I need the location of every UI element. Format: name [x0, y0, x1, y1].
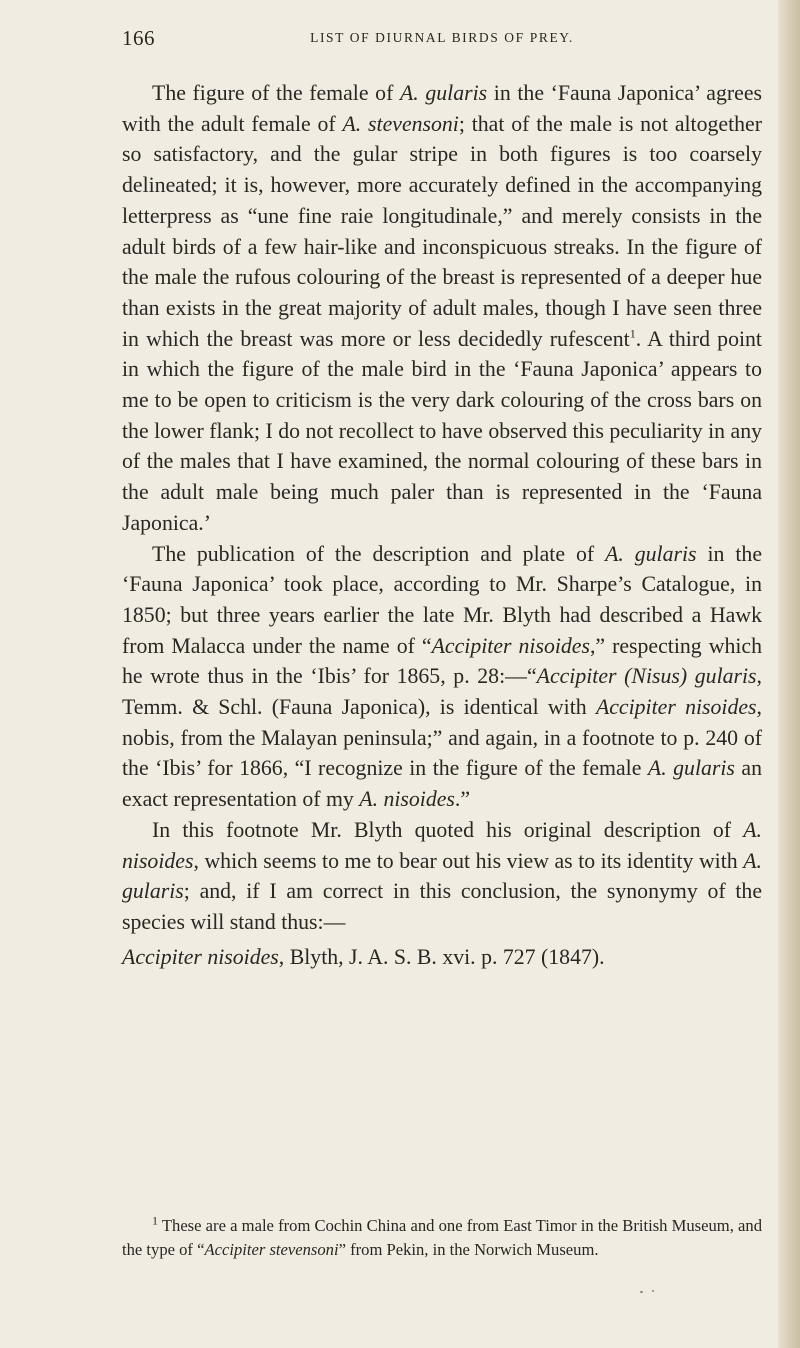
footnotes — [122, 1214, 762, 1261]
page-number: 166 — [122, 26, 155, 50]
paragraph-2: The publication of the description and plate of A. gularis in the ‘Fauna Japonica’ took place, according to Mr. Sharpe’s Catalogue, in 1850; but three years earlier the late Mr. Blyth had described a Hawk from Malacca under the name of “Accipiter nisoides,” respecting which he wrote thus in the ‘Ibis’ for 1865, p. 28:—“Accipiter (Nisus) gularis, Temm. & Schl. (Fauna Japonica), is identical with Accipiter nisoides, nobis, from the Malayan peninsula;” and again, in a footnote to p. 240 of the ‘Ibis’ for 1866, “I recognize in the figure of the female A. gularis an exact representation of my A. nisoides.” — [122, 541, 763, 812]
print-speck — [640, 1291, 643, 1293]
footnote-1: $^1$ These are a male from Cochin China and one from East Timor in the British Museum, and the type of “Accipiter stevensoni” from Pekin, in the Norwich Museum. — [122, 1213, 762, 1259]
running-title: LIST OF DIURNAL BIRDS OF PREY. — [310, 30, 574, 45]
page-header — [122, 26, 722, 52]
paragraph-3: In this footnote Mr. Blyth quoted his original description of A. nisoides, which seems to me to bear out his view as to its identity with A. gularis; and, if I am correct in this conclusion, the synonymy of the species will stand thus:— — [122, 817, 762, 934]
page-edge — [778, 0, 800, 1348]
paragraph-1: The figure of the female of A. gularis in the ‘Fauna Japonica’ agrees with the adult female of A. stevensoni; that of the male is not altogether so satisfactory, and the gular stripe in both figures is too coarsely delineated; it is, however, more accurately defined in the accompanying letterpress as “une fine raie longitudinale,” and merely consists in the adult birds of a few hair-like and inconspicuous streaks. In the figure of the male the rufous colouring of the breast is represented of a deeper hue than exists in the great majority of adult males, though I have seen three in which the breast was more or less decidedly rufescent$^1$. A third point in which the figure of the male bird in the ‘Fauna Japonica’ appears to me to be open to criticism is the very dark colouring of the cross bars on the lower flank; I do not recollect to have observed this peculiarity in any of the males that I have examined, the normal colouring of these bars in the adult male being much paler than is represented in the ‘Fauna Japonica.’ — [122, 81, 762, 535]
body-text — [122, 78, 762, 972]
print-speck — [652, 1290, 654, 1292]
synonymy-line: Accipiter nisoides, Blyth, J. A. S. B. xvi. p. 727 (1847). — [122, 944, 605, 969]
